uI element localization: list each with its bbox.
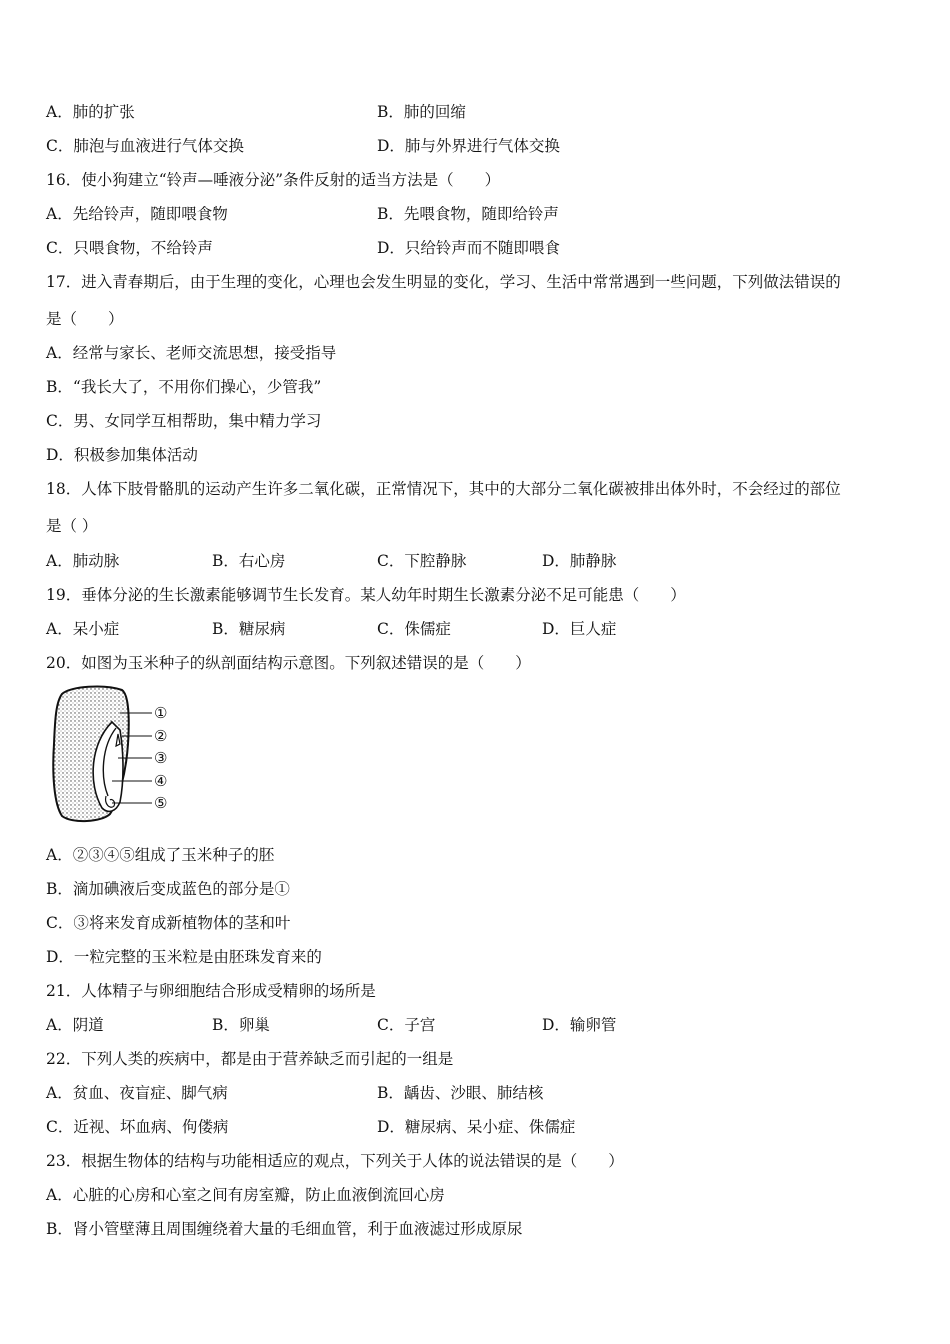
q18-option-a: A．肺动脉 [46, 552, 120, 570]
q20-option-d: D．一粒完整的玉米粒是由胚珠发育来的 [46, 948, 322, 966]
q20-stem: 20．如图为玉米种子的纵剖面结构示意图。下列叙述错误的是（ ） [46, 654, 531, 672]
q15-option-c: C．肺泡与血液进行气体交换 [46, 137, 244, 155]
q21-option-d: D．输卵管 [542, 1016, 617, 1034]
q19-option-a: A．呆小症 [46, 620, 120, 638]
q21-stem: 21．人体精子与卵细胞结合形成受精卵的场所是 [46, 982, 376, 1000]
q22-option-a: A．贫血、夜盲症、脚气病 [46, 1084, 228, 1102]
q18-stem-line1: 18．人体下肢骨骼肌的运动产生许多二氧化碳，正常情况下，其中的大部分二氧化碳被排出体外时，不会经过的部位 [46, 480, 841, 498]
q22-stem: 22．下列人类的疾病中，都是由于营养缺乏而引起的一组是 [46, 1050, 454, 1068]
q21-option-b: B．卵巢 [212, 1016, 270, 1034]
q21-option-c: C．子宫 [377, 1016, 436, 1034]
q23-option-b: B．肾小管壁薄且周围缠绕着大量的毛细血管，利于血液滤过形成原尿 [46, 1220, 523, 1238]
q19-option-b: B．糖尿病 [212, 620, 286, 638]
q23-option-a: A．心脏的心房和心室之间有房室瓣，防止血液倒流回心房 [46, 1186, 445, 1204]
q18-stem-line2: 是（ ） [46, 517, 98, 535]
q19-option-c: C．侏儒症 [377, 620, 451, 638]
figure-label-3: ③ [154, 749, 168, 767]
q17-stem-line2: 是（ ） [46, 310, 124, 328]
figure-label-4: ④ [154, 772, 168, 790]
q16-option-a: A．先给铃声，随即喂食物 [46, 205, 228, 223]
figure-label-5: ⑤ [154, 794, 168, 812]
q17-option-c: C．男、女同学互相帮助，集中精力学习 [46, 412, 322, 430]
q19-stem: 19．垂体分泌的生长激素能够调节生长发育。某人幼年时期生长激素分泌不足可能患（ ） [46, 586, 686, 604]
q16-option-b: B．先喂食物，随即给铃声 [377, 205, 559, 223]
q20-option-c: C．③将来发育成新植物体的茎和叶 [46, 914, 291, 932]
q15-option-d: D．肺与外界进行气体交换 [377, 137, 560, 155]
q15-option-b: B．肺的回缩 [377, 103, 466, 121]
q17-option-b: B．“我长大了，不用你们操心，少管我” [46, 378, 322, 396]
q17-stem-line1: 17．进入青春期后，由于生理的变化，心理也会发生明显的变化，学习、生活中常常遇到一些问题，下列做法错误的 [46, 273, 841, 291]
q18-option-d: D．肺静脉 [542, 552, 617, 570]
q19-option-d: D．巨人症 [542, 620, 617, 638]
q16-option-d: D．只给铃声而不随即喂食 [377, 239, 560, 257]
q16-stem: 16．使小狗建立“铃声—唾液分泌”条件反射的适当方法是（ ） [46, 171, 501, 189]
q22-option-c: C．近视、坏血病、佝偻病 [46, 1118, 229, 1136]
q20-option-a: A．②③④⑤组成了玉米种子的胚 [46, 846, 275, 864]
q18-option-c: C．下腔静脉 [377, 552, 467, 570]
q22-option-d: D．糖尿病、呆小症、侏儒症 [377, 1118, 576, 1136]
q21-option-a: A．阴道 [46, 1016, 104, 1034]
q16-option-c: C．只喂食物，不给铃声 [46, 239, 213, 257]
figure-label-2: ② [154, 727, 168, 745]
q18-option-b: B．右心房 [212, 552, 286, 570]
q17-option-a: A．经常与家长、老师交流思想，接受指导 [46, 344, 337, 362]
figure-label-1: ① [154, 704, 168, 722]
q17-option-d: D．积极参加集体活动 [46, 446, 198, 464]
corn-seed-diagram [50, 684, 180, 824]
q15-option-a: A．肺的扩张 [46, 103, 135, 121]
q23-stem: 23．根据生物体的结构与功能相适应的观点，下列关于人体的说法错误的是（ ） [46, 1152, 624, 1170]
q22-option-b: B．龋齿、沙眼、肺结核 [377, 1084, 544, 1102]
q20-option-b: B．滴加碘液后变成蓝色的部分是① [46, 880, 290, 898]
